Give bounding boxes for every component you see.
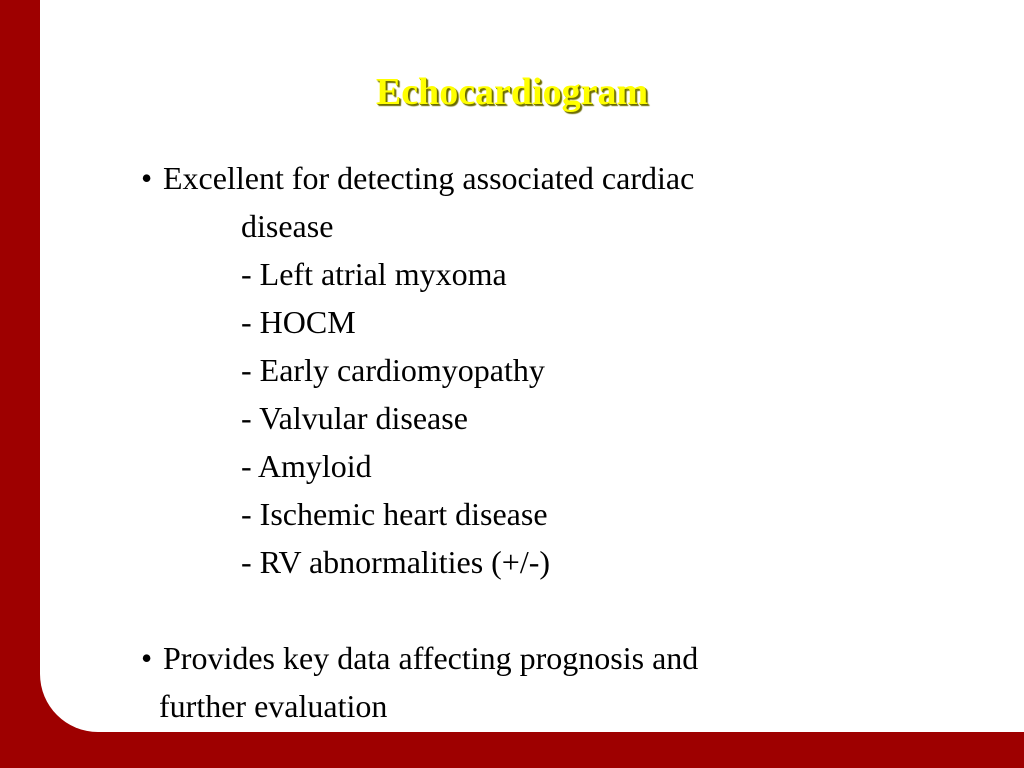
sub-item-left-atrial-myxoma: - Left atrial myxoma [241,256,507,292]
bullet-2-line-2: further evaluation [159,688,388,724]
bullet-2-line-1 [141,634,698,682]
bullet-symbol: • [141,640,153,676]
bullet-1-line-2: disease [241,208,334,244]
sub-item-ischemic-heart-disease: - Ischemic heart disease [241,496,548,532]
sub-item-valvular-disease: - Valvular disease [241,400,468,436]
bullet-1-line-1 [141,154,694,202]
sub-item-amyloid: - Amyloid [241,448,372,484]
bullet-symbol: • [141,160,153,196]
bullet-2-text: Provides key data affecting prognosis and [163,640,699,676]
sub-item-rv-abnormalities: - RV abnormalities (+/-) [241,544,551,580]
sub-item-early-cardiomyopathy: - Early cardiomyopathy [241,352,545,388]
bullet-1-text: Excellent for detecting associated cardiac [163,160,695,196]
sub-item-hocm: - HOCM [241,304,356,340]
slide-title: Echocardiogram [375,71,649,113]
